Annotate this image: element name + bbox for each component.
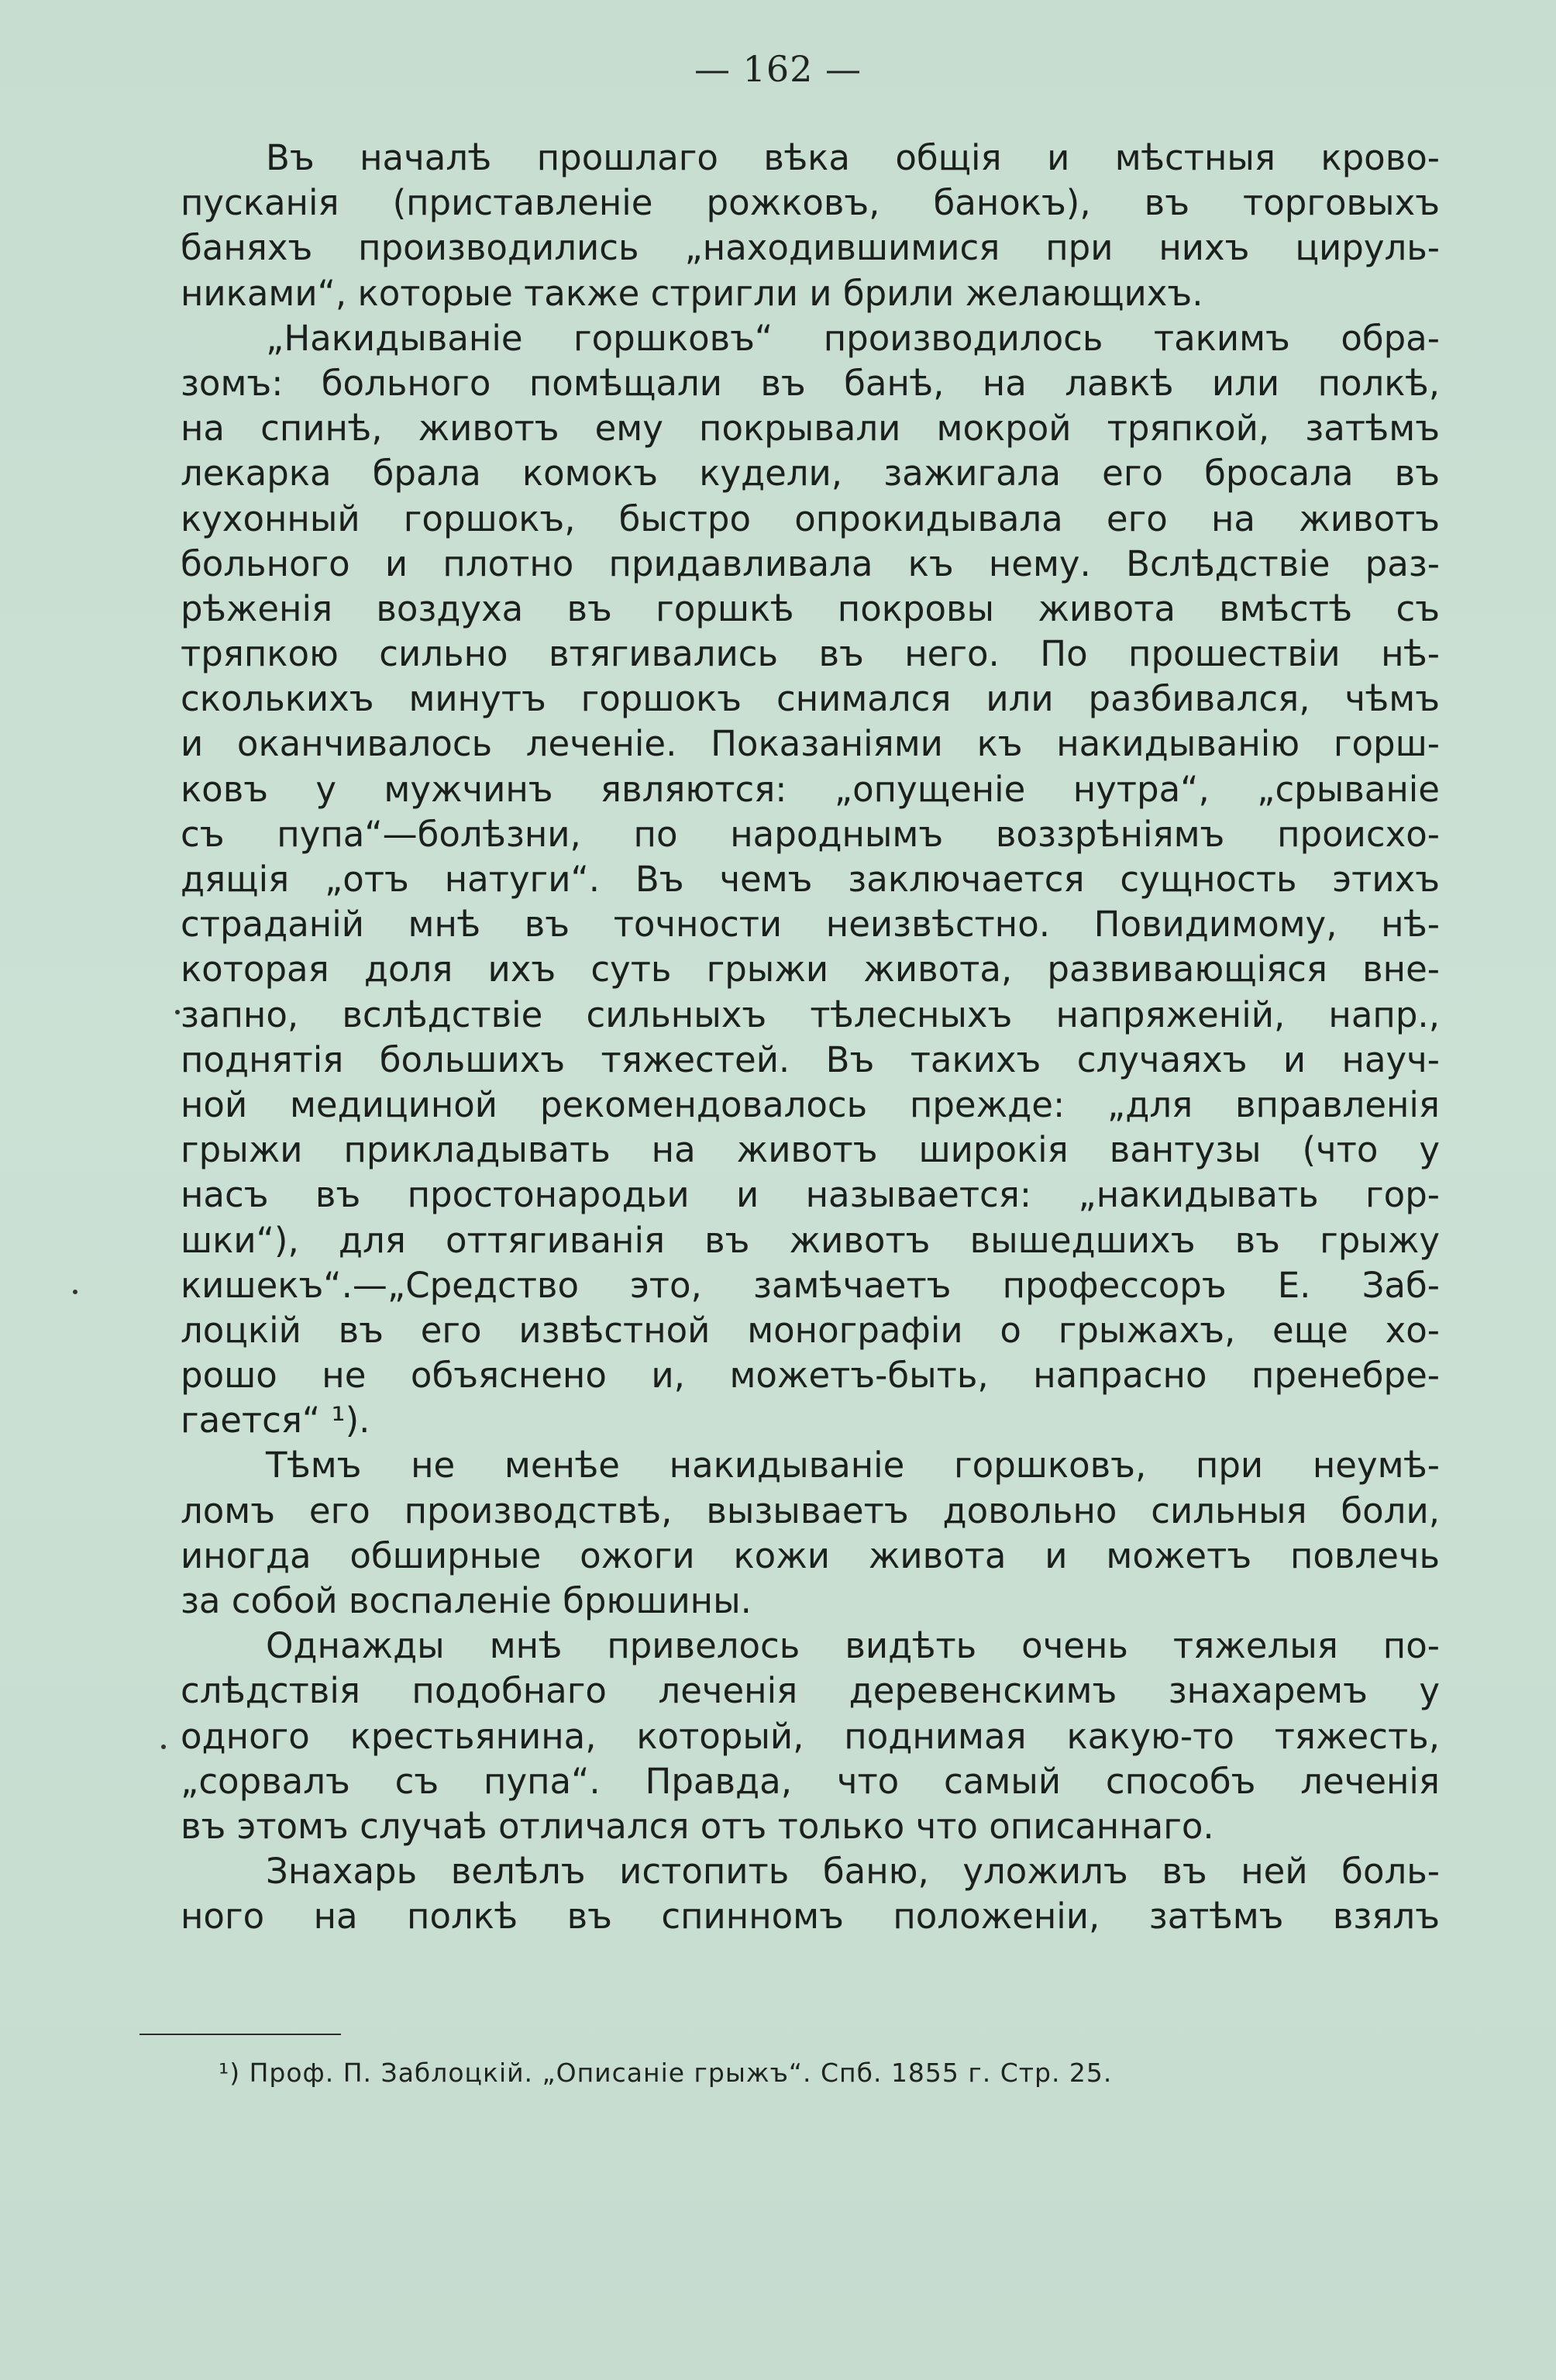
text-line: зомъ: больного помѣщали въ банѣ, на лавкѣ или полкѣ, — [181, 362, 1440, 404]
text-line: дящія „отъ натуги“. Въ чемъ заключается сущность этихъ — [181, 859, 1440, 900]
text-line: рошо не объяснено и, можетъ-быть, напрасно пренебре- — [181, 1355, 1440, 1397]
text-line: ного на полкѣ въ спинномъ положеніи, затѣмъ взялъ — [181, 1896, 1440, 1937]
text-line: насъ въ простонародьи и называется: „накидывать гор- — [181, 1174, 1440, 1216]
text-line: „Накидываніе горшковъ“ производилось такимъ обра- — [266, 317, 1440, 359]
text-line: гается“ ¹). — [181, 1400, 370, 1441]
text-line: съ пупа“—болѣзни, по народнымъ воззрѣніямъ происхо- — [181, 813, 1440, 855]
text-line: одного крестьянина, который, поднимая какую-то тяжесть, — [181, 1715, 1440, 1757]
text-line: ломъ его производствѣ, вызываетъ довольно сильныя боли, — [181, 1490, 1440, 1531]
text-line: за собой воспаленіе брюшины. — [181, 1580, 752, 1621]
text-line: запно, вслѣдствіе сильныхъ тѣлесныхъ напряженій, напр., — [181, 994, 1440, 1035]
text-line: поднятія большихъ тяжестей. Въ такихъ случаяхъ и науч- — [181, 1038, 1440, 1080]
footnote: ¹) Проф. П. Заблоцкій. „Описаніе грыжъ“. Спб. 1855 г. Стр. 25. — [219, 2058, 1113, 2088]
footnote-rule — [139, 2034, 341, 2035]
text-line: Въ началѣ прошлаго вѣка общія и мѣстныя крово- — [266, 137, 1440, 178]
text-line: лекарка брала комокъ кудели, зажигала его бросала въ — [181, 453, 1440, 494]
text-line: „сорвалъ съ пупа“. Правда, что самый способъ леченія — [181, 1760, 1440, 1802]
text-line: Однажды мнѣ привелось видѣть очень тяжелыя по- — [266, 1625, 1440, 1667]
page-number: — 162 — — [694, 48, 862, 90]
margin-dot — [175, 1010, 180, 1014]
text-line: которая доля ихъ суть грыжи живота, развивающіяся вне- — [181, 949, 1440, 990]
text-line: рѣженія воздуха въ горшкѣ покровы живота вмѣстѣ съ — [181, 587, 1440, 629]
text-line: ной медициной рекомендовалось прежде: „для вправленія — [181, 1083, 1440, 1125]
text-line: Знахарь велѣлъ истопить баню, уложилъ въ ней боль- — [266, 1851, 1440, 1893]
text-line: никами“, которые также стригли и брили желающихъ. — [181, 272, 1203, 314]
text-line: Тѣмъ не менѣе накидываніе горшковъ, при неумѣ- — [266, 1445, 1440, 1486]
text-line: лоцкій въ его извѣстной монографіи о грыжахъ, еще хо- — [181, 1309, 1440, 1351]
text-line: на спинѣ, животъ ему покрывали мокрой тряпкой, затѣмъ — [181, 408, 1440, 449]
text-line: и оканчивалось леченіе. Показаніями къ накидыванію горш- — [181, 723, 1440, 765]
body-text — [181, 136, 1440, 1940]
text-line: грыжи прикладывать на животъ широкія вантузы (что у — [181, 1129, 1440, 1171]
text-line: тряпкою сильно втягивались въ него. По прошествіи нѣ- — [181, 633, 1440, 675]
text-line: слѣдствія подобнаго леченія деревенскимъ знахаремъ у — [181, 1670, 1440, 1712]
text-line: ковъ у мужчинъ являются: „опущеніе нутра“, „срываніе — [181, 768, 1440, 810]
text-line: въ этомъ случаѣ отличался отъ только что описаннаго. — [181, 1805, 1214, 1847]
text-line: иногда обширные ожоги кожи живота и можетъ повлечь — [181, 1534, 1440, 1576]
text-line: кухонный горшокъ, быстро опрокидывала его на животъ — [181, 498, 1440, 539]
text-line: больного и плотно придавливала къ нему. Вслѣдствіе раз- — [181, 542, 1440, 584]
text-line: пусканія (приставленіе рожковъ, банокъ), въ торговыхъ — [181, 182, 1440, 224]
text-line: сколькихъ минутъ горшокъ снимался или разбивался, чѣмъ — [181, 678, 1440, 720]
text-line: шки“), для оттягиванія въ животъ вышедшихъ въ грыжу — [181, 1219, 1440, 1261]
margin-dot — [161, 1745, 166, 1749]
text-line: страданій мнѣ въ точности неизвѣстно. Повидимому, нѣ- — [181, 904, 1440, 945]
text-line: баняхъ производились „находившимися при нихъ цируль- — [181, 227, 1440, 269]
margin-dot — [73, 1290, 77, 1294]
text-line: кишекъ“.—„Средство это, замѣчаетъ профессоръ Е. Заб- — [181, 1264, 1440, 1306]
